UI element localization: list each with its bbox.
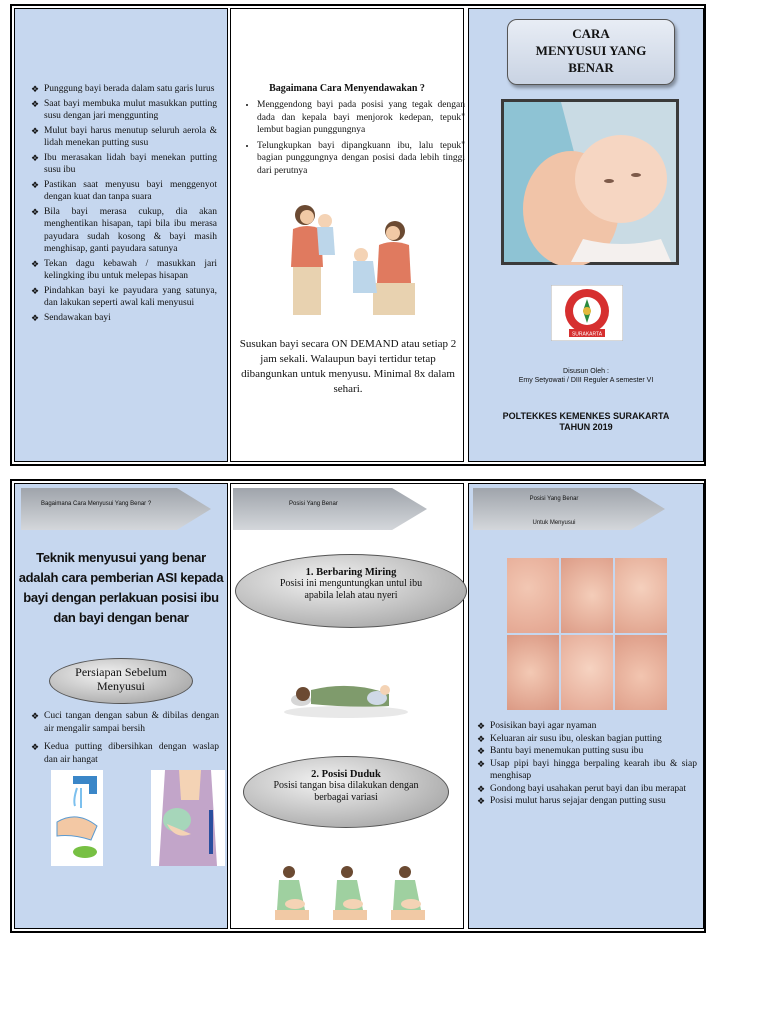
latch-photo [507,635,559,710]
handwash-illustration [51,770,103,866]
burping-steps-list [243,99,465,180]
sitting-positions-illustration [267,864,437,926]
breastfeeding-photo [501,99,679,265]
list-item: ❖ Tekan dagu kebawah / masukkan jari kelingking ibu untuk melepas hisapan [31,258,217,283]
position-description: Posisi tangan bisa dilakukan dengan berbagai variasi [273,780,419,803]
position-title: 2. Posisi Duduk [311,769,381,780]
list-item: ❖ Pindahkan bayi ke payudara yang satunya, dan lakukan seperti awal kali menyusui [31,285,217,310]
latch-photo [615,635,667,710]
panel-cover [468,8,704,462]
nipple-cleaning-illustration [151,770,225,866]
latch-steps-photo-grid [507,558,667,710]
poltekkes-logo [551,285,623,341]
list-item: ❖ Bantu bayi menemukan putting susu ibu [477,745,697,758]
latch-photo [507,558,559,633]
list-item: ❖ Bila bayi merasa cukup, dia akan menghentikan hisapan, tapi bila ibu merasa payudara sudah kosong & bayi masih menghisap, ganti payudara satunya [31,206,217,256]
institution-name: POLTEKKES KEMENKES SURAKARTA [502,411,670,421]
list-item: ❖ Sendawakan bayi [31,312,217,325]
list-item: ❖ Posisikan bayi agar nyaman [477,720,697,733]
arrow-label: Posisi Yang Benar [529,496,579,502]
prep-title-oval: Persiapan Sebelum Menyusui [49,658,193,704]
section-arrow-banner [233,488,427,530]
latch-photo [615,558,667,633]
arrow-label: Bagaimana Cara Menyusui Yang Benar ? [41,501,152,507]
list-item: • Telungkupkan bayi dipangkuann ibu, lalu tepuk" bagian punggungnya dengan posisi dada lebih tinggi dari perutnya [257,140,465,178]
burping-heading: Bagaimana Cara Menyendawakan ? [269,83,425,94]
list-item: ❖ Gondong bayi usahakan perut bayi dan ibu merapat [477,783,697,796]
panel-feeding-steps [468,483,704,929]
list-item: ❖ Kedua putting dibersihkan dengan waslap dan air hangat [31,741,219,766]
brochure-page-inside [10,479,706,933]
author-block [469,367,703,385]
lying-position-illustration [281,668,411,720]
panel-breastfeeding-steps [14,8,228,462]
brochure-page-outside [10,4,706,466]
burping-illustration [283,197,423,319]
latch-photo [561,558,613,633]
logo-text: SURAKARTA [571,331,603,338]
list-item: ❖ Pastikan saat menyusu bayi menggenyot dengan kuat dan tanpa suara [31,179,217,204]
list-item: ❖ Posisi mulut harus sejajar dengan putting susu [477,795,697,808]
panel-correct-positions [230,483,464,929]
year: TAHUN 2019 [559,422,613,432]
title-line: MENYUSUI YANG [535,43,647,58]
institution-block [469,411,703,433]
position-sitting-oval [243,756,449,828]
section-arrow-banner [21,488,211,530]
breastfeeding-steps-list [31,83,217,326]
cover-title [507,19,675,85]
on-demand-paragraph: Susukan bayi secara ON DEMAND atau setiap 2 jam sekali. Walaupun bayi tertidur tetap dibangunkan untuk menyusu. Minimal 8x dalam sehari. [239,338,457,395]
list-item: ❖ Usap pipi bayi hingga berpaling kearah ibu & siap menghisap [477,758,697,783]
panel-definition [14,483,228,929]
panel-burping [230,8,464,462]
position-description: Posisi ini menguntungkan untul ibu apabila lelah atau nyeri [279,578,423,601]
list-item: ❖ Saat bayi membuka mulut masukkan putting susu dengan jari menggunting [31,98,217,123]
position-lying-oval [235,554,467,628]
feeding-steps-list [477,720,697,808]
list-item: ❖ Cuci tangan dengan sabun & dibilas dengan air mengalir sampai bersih [31,710,219,735]
author-name: Emy Setyowati / DIII Reguler A semester VI [518,377,654,384]
prep-steps-list [31,710,219,768]
author-label: Disusun Oleh : [563,368,609,375]
title-line: BENAR [568,60,614,75]
list-item: ❖ Ibu merasakan lidah bayi menekan putting susu ibu [31,152,217,177]
latch-photo [561,635,613,710]
definition-text: Teknik menyusui yang benar adalah cara pemberian ASI kepada bayi dengan perlakuan posisi ibu dan bayi dengan benar [18,550,224,625]
arrow-label: Untuk Menyusui [532,520,576,526]
list-item: • Menggendong bayi pada posisi yang tegak dengan dada dan kepala bayi menjorok kedepan, tepuk" lembut bagian punggungnya [257,99,465,137]
list-item: ❖ Mulut bayi harus menutup seluruh aerola & lidah menekan putting susu [31,125,217,150]
list-item: ❖ Keluaran air susu ibu, oleskan bagian putting [477,733,697,746]
title-line: CARA [572,26,610,41]
list-item: ❖ Punggung bayi berada dalam satu garis lurus [31,83,217,96]
arrow-label: Posisi Yang Benar [289,501,338,507]
position-title: 1. Berbaring Miring [305,567,397,578]
